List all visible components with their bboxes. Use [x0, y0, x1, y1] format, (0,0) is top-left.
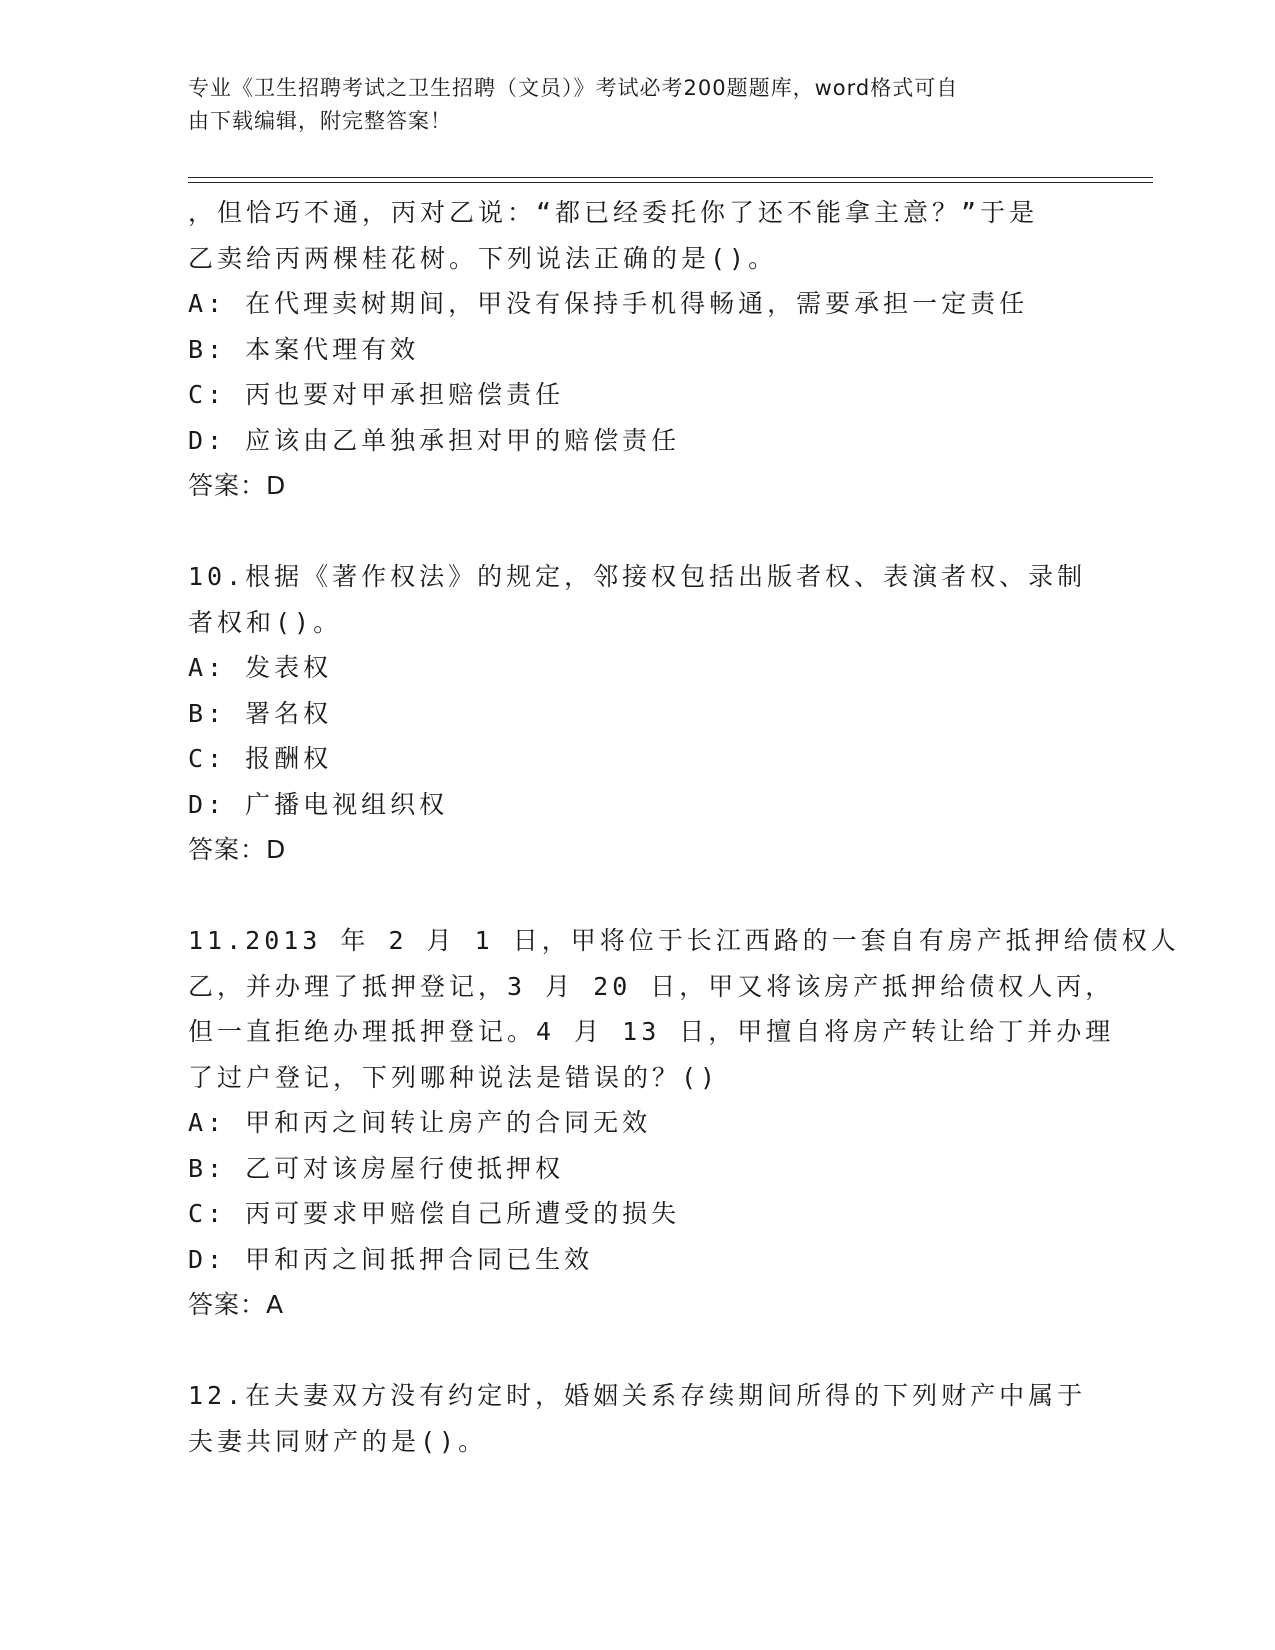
header-line-1: 专业《卫生招聘考试之卫生招聘（文员）》考试必考200题题库，word格式可自 — [188, 76, 959, 100]
option-d: D: 广播电视组织权 — [188, 789, 449, 819]
option-a: A: 在代理卖树期间，甲没有保持手机得畅通，需要承担一定责任 — [188, 289, 1029, 318]
header-divider-top — [188, 177, 1153, 178]
question-11 — [188, 918, 1180, 1328]
spacer — [188, 1328, 1088, 1374]
answer-line: 答案：D — [188, 835, 287, 864]
option-a: A: 甲和丙之间转让房产的合同无效 — [188, 1108, 652, 1137]
option-b: B: 乙可对该房屋行使抵押权 — [188, 1153, 565, 1183]
option-b: B: 署名权 — [188, 698, 333, 728]
option-a: A: 发表权 — [188, 653, 333, 682]
question-text-line: 了过户登记，下列哪种说法是错误的？() — [188, 1062, 720, 1092]
question-text-line: 夫妻共同财产的是()。 — [188, 1426, 488, 1456]
question-text-line: 乙卖给丙两棵桂花树。下列说法正确的是()。 — [188, 243, 778, 273]
option-c: C: 丙可要求甲赔偿自己所遭受的损失 — [188, 1199, 681, 1228]
question-text-line: 12.在夫妻双方没有约定时，婚姻关系存续期间所得的下列财产中属于 — [188, 1381, 1087, 1410]
option-c: C: 丙也要对甲承担赔偿责任 — [188, 380, 565, 409]
header-divider-bottom — [188, 182, 1153, 183]
question-text-line: 者权和()。 — [188, 607, 343, 637]
spacer — [188, 873, 1088, 919]
question-text-line: 11.2013 年 2 月 1 日，甲将位于长江西路的一套自有房产抵押给债权人 — [188, 926, 1180, 955]
question-9-continuation — [188, 190, 1088, 509]
question-text-line: 10.根据《著作权法》的规定，邻接权包括出版者权、表演者权、录制 — [188, 562, 1087, 591]
option-d: D: 甲和丙之间抵押合同已生效 — [188, 1244, 594, 1274]
header-line-2: 由下载编辑，附完整答案！ — [188, 109, 452, 133]
question-text-line: 但一直拒绝办理抵押登记。4 月 13 日，甲擅自将房产转让给丁并办理 — [188, 1017, 1115, 1046]
spacer — [188, 509, 1088, 555]
answer-line: 答案：A — [188, 1290, 285, 1319]
question-10 — [188, 554, 1088, 873]
question-text-line: ，但恰巧不通，丙对乙说：“都已经委托你了还不能拿主意？”于是 — [188, 198, 1039, 227]
question-text-line: 乙，并办理了抵押登记，3 月 20 日，甲又将该房产抵押给债权人丙， — [188, 971, 1115, 1001]
option-d: D: 应该由乙单独承担对甲的赔偿责任 — [188, 425, 681, 455]
document-header — [188, 72, 1068, 138]
question-12 — [188, 1373, 1088, 1464]
option-c: C: 报酬权 — [188, 744, 333, 773]
answer-line: 答案：D — [188, 471, 287, 500]
option-b: B: 本案代理有效 — [188, 334, 420, 364]
document-body — [188, 190, 1180, 1464]
